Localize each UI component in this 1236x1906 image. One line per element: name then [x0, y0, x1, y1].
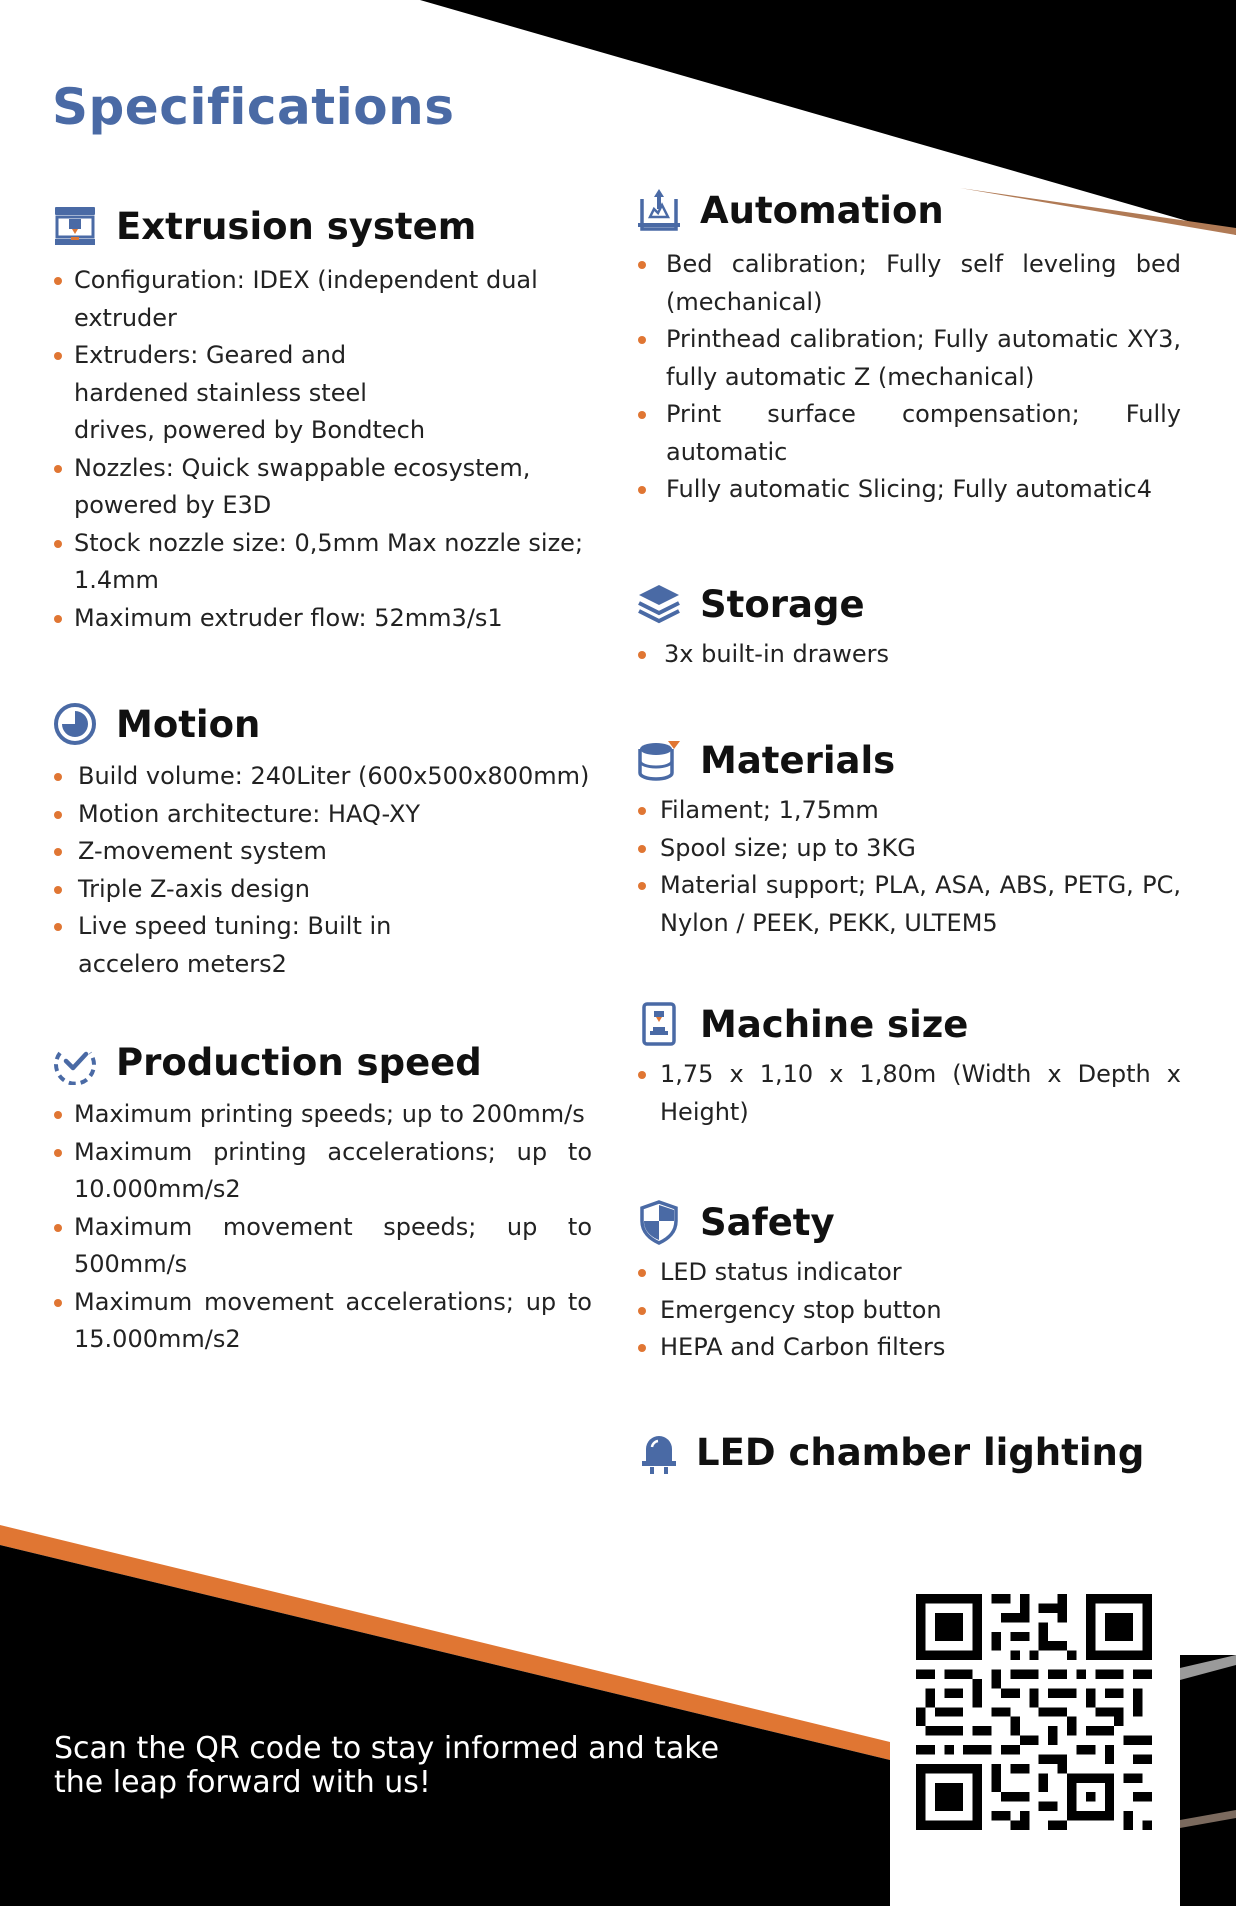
- list-item: Configuration: IDEX (independent dual extruder: [52, 262, 592, 337]
- section-extrusion: [52, 196, 592, 637]
- section-led-lighting: [636, 1422, 1196, 1482]
- list-item: Live speed tuning: Built in accelero meters2: [52, 908, 612, 983]
- section-machine-size: [636, 994, 1181, 1131]
- section-header: [636, 994, 1181, 1054]
- section-header: [52, 1032, 592, 1092]
- list-item: Maximum movement speeds; up to 500mm/s: [52, 1209, 592, 1284]
- qr-code-icon: [916, 1594, 1152, 1830]
- list-item: Motion architecture: HAQ-XY: [52, 796, 612, 834]
- layers-stack-icon: [636, 581, 682, 627]
- list-item: Triple Z-axis design: [52, 871, 612, 909]
- motion-gauge-icon: [52, 701, 98, 747]
- section-header: [636, 1422, 1196, 1482]
- list-item: Z-movement system: [52, 833, 612, 871]
- list-item: LED status indicator: [636, 1254, 1181, 1292]
- section-title: Production speed: [116, 1040, 482, 1084]
- speed-check-icon: [52, 1039, 98, 1085]
- list-item: Bed calibration; Fully self leveling bed (mechanical): [636, 246, 1181, 321]
- qr-code[interactable]: [890, 1568, 1180, 1856]
- list-item: Material support; PLA, ASA, ABS, PETG, PC, Nylon / PEEK, PEKK, ULTEM5: [636, 867, 1181, 942]
- section-header: [52, 196, 592, 256]
- section-header: [636, 1192, 1181, 1252]
- list-item: Maximum movement accelerations; up to 15.000mm/s2: [52, 1284, 592, 1359]
- list-item: 1,75 x 1,10 x 1,80m (Width x Depth x Height): [636, 1056, 1181, 1131]
- list-item: Build volume: 240Liter (600x500x800mm): [52, 758, 612, 796]
- list-item: Maximum printing speeds; up to 200mm/s: [52, 1096, 592, 1134]
- section-title: Motion: [116, 702, 261, 746]
- page-title: Specifications: [52, 78, 455, 136]
- list-item: Emergency stop button: [636, 1292, 1181, 1330]
- led-bulb-icon: [636, 1429, 682, 1475]
- section-safety: [636, 1192, 1181, 1367]
- machine-printer-icon: [636, 1001, 682, 1047]
- bottom-right-black: [1180, 1655, 1236, 1906]
- list-item: Stock nozzle size: 0,5mm Max nozzle size; 1.4mm: [52, 525, 592, 600]
- list-item: Spool size; up to 3KG: [636, 830, 1181, 868]
- list-item: Filament; 1,75mm: [636, 792, 1181, 830]
- list-item: Maximum extruder flow: 52mm3/s1: [52, 600, 592, 638]
- section-motion: [52, 694, 612, 983]
- section-automation: [636, 180, 1181, 509]
- section-title: LED chamber lighting: [696, 1430, 1145, 1474]
- section-title: Automation: [700, 188, 944, 232]
- section-header: [636, 730, 1181, 790]
- extruder-icon: [52, 203, 98, 249]
- list-item: Extruders: Geared and hardened stainless steel drives, powered by Bondtech: [52, 337, 592, 450]
- section-title: Materials: [700, 738, 896, 782]
- section-title: Extrusion system: [116, 204, 477, 248]
- section-title: Machine size: [700, 1002, 969, 1046]
- section-title: Safety: [700, 1200, 835, 1244]
- section-materials: [636, 730, 1181, 942]
- section-production-speed: [52, 1032, 592, 1359]
- section-title: Storage: [700, 582, 865, 626]
- list-item: Maximum printing accelerations; up to 10.000mm/s2: [52, 1134, 592, 1209]
- section-header: [636, 180, 1181, 240]
- list-item: 3x built-in drawers: [636, 636, 1181, 674]
- shield-icon: [636, 1199, 682, 1245]
- list-item: Nozzles: Quick swappable ecosystem, powered by E3D: [52, 450, 592, 525]
- section-header: [52, 694, 612, 754]
- list-item: Printhead calibration; Fully automatic XY3, fully automatic Z (mechanical): [636, 321, 1181, 396]
- filament-spool-icon: [636, 737, 682, 783]
- list-item: Print surface compensation; Fully automatic: [636, 396, 1181, 471]
- section-header: [636, 574, 1181, 634]
- footer-text: Scan the QR code to stay informed and take the leap forward with us!: [54, 1731, 720, 1800]
- printer-automation-icon: [636, 187, 682, 233]
- list-item: HEPA and Carbon filters: [636, 1329, 1181, 1367]
- list-item: Fully automatic Slicing; Fully automatic4: [636, 471, 1181, 509]
- section-storage: [636, 574, 1181, 674]
